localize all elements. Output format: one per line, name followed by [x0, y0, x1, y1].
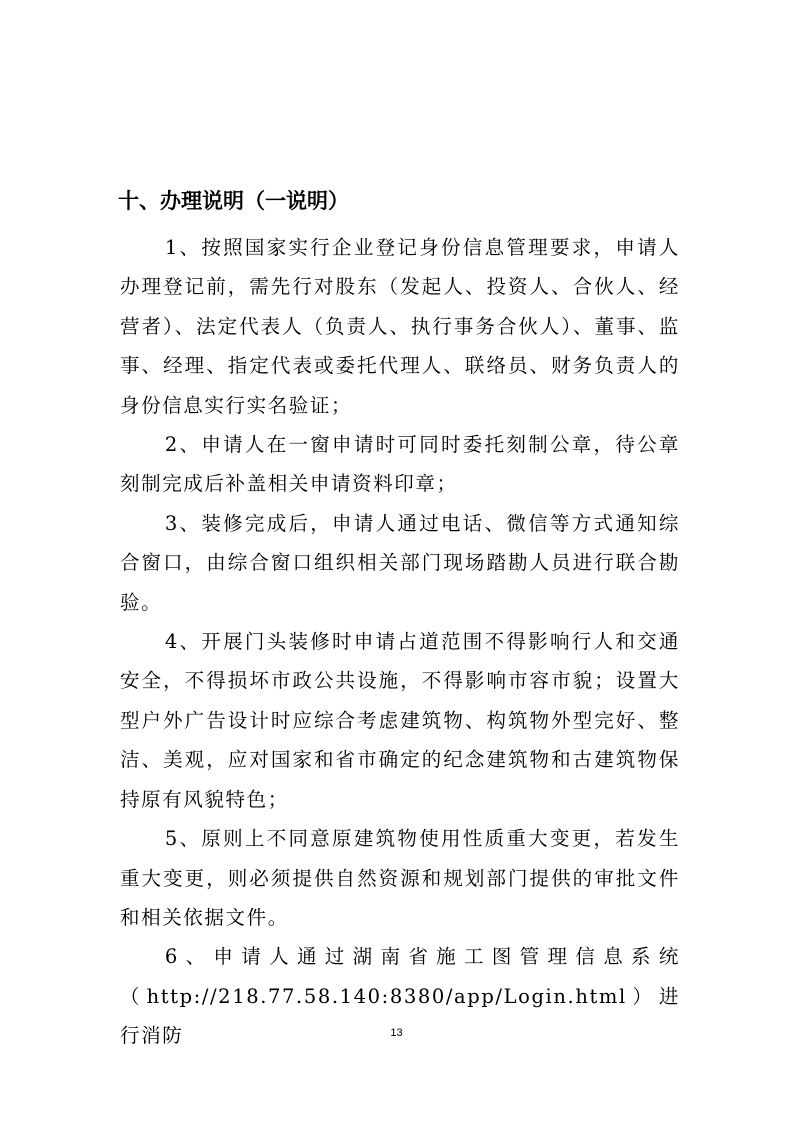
paragraph-6: 6、申请人通过湖南省施工图管理信息系统（http://218.77.58.140:8380/app/Login.html）进行消防 [120, 945, 680, 1048]
section-heading: 十、办理说明（一说明） [118, 189, 349, 213]
paragraph-4: 4、开展门头装修时申请占道范围不得影响行人和交通安全，不得损坏市政公共设施，不得影响市容市貌；设置大型户外广告设计时应综合考虑建筑物、构筑物外型完好、整洁、美观，应对国家和省市确定的纪念建筑物和古建筑物保持原有风貌特色； [120, 630, 680, 811]
paragraph-1: 1、按照国家实行企业登记身份信息管理要求，申请人办理登记前，需先行对股东（发起人、投资人、合伙人、经营者）、法定代表人（负责人、执行事务合伙人）、董事、监事、经理、指定代表或委托代理人、联络员、财务负责人的身份信息实行实名验证； [120, 236, 680, 417]
page-number: 13 [390, 1027, 403, 1039]
paragraph-3: 3、装修完成后，申请人通过电话、微信等方式通知综合窗口，由综合窗口组织相关部门现场踏勘人员进行联合勘验。 [120, 511, 680, 614]
document-body [120, 228, 680, 1056]
paragraph-2: 2、申请人在一窗申请时可同时委托刻制公章，待公章刻制完成后补盖相关申请资料印章； [120, 433, 680, 496]
paragraph-5: 5、原则上不同意原建筑物使用性质重大变更，若发生重大变更，则必须提供自然资源和规划部门提供的审批文件和相关依据文件。 [120, 827, 680, 929]
